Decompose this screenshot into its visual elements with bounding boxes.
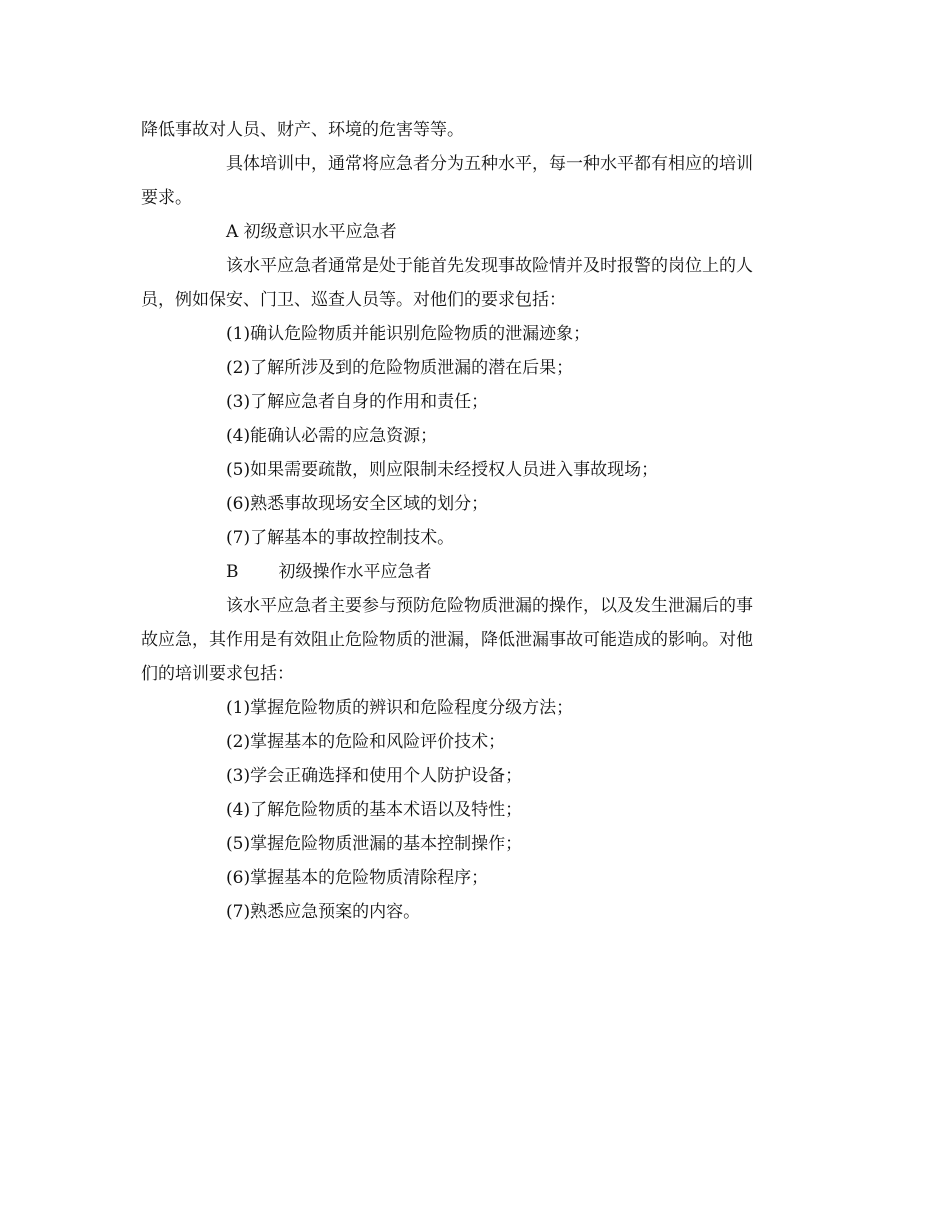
list-item: (5)如果需要疏散，则应限制未经授权人员进入事故现场； xyxy=(226,460,659,480)
paragraph-line: 降低事故对人员、财产、环境的危害等等。 xyxy=(141,120,464,140)
list-item: (3)了解应急者自身的作用和责任； xyxy=(226,392,489,412)
paragraph-line: 具体培训中，通常将应急者分为五种水平，每一种水平都有相应的培训 xyxy=(226,154,753,174)
list-item: (1)掌握危险物质的辨识和危险程度分级方法； xyxy=(226,698,574,718)
section-heading-b xyxy=(226,560,432,584)
list-item: (2)了解所涉及到的危险物质泄漏的潜在后果； xyxy=(226,358,574,378)
list-item: (1)确认危险物质并能识别危险物质的泄漏迹象； xyxy=(226,324,591,344)
list-item: (6)熟悉事故现场安全区域的划分； xyxy=(226,494,489,514)
paragraph-line: 该水平应急者主要参与预防危险物质泄漏的操作，以及发生泄漏后的事 xyxy=(226,596,753,616)
section-letter: B xyxy=(226,562,239,582)
list-item: (5)掌握危险物质泄漏的基本控制操作； xyxy=(226,834,523,854)
list-item: (7)了解基本的事故控制技术。 xyxy=(226,528,455,548)
list-item: (4)了解危险物质的基本术语以及特性； xyxy=(226,800,523,820)
list-item: (6)掌握基本的危险物质清除程序； xyxy=(226,868,489,888)
paragraph-line: 该水平应急者通常是处于能首先发现事故险情并及时报警的岗位上的人 xyxy=(226,256,753,276)
section-title: 初级操作水平应急者 xyxy=(278,562,432,582)
list-item: (4)能确认必需的应急资源； xyxy=(226,426,438,446)
paragraph-line: 们的培训要求包括： xyxy=(141,664,294,684)
paragraph-line: 要求。 xyxy=(141,188,192,208)
list-item: (7)熟悉应急预案的内容。 xyxy=(226,902,421,922)
list-item: (3)学会正确选择和使用个人防护设备； xyxy=(226,766,523,786)
section-heading-a: A 初级意识水平应急者 xyxy=(226,222,397,242)
paragraph-line: 员，例如保安、门卫、巡查人员等。对他们的要求包括： xyxy=(141,290,566,310)
paragraph-line: 故应急，其作用是有效阻止危险物质的泄漏，降低泄漏事故可能造成的影响。对他 xyxy=(141,630,753,650)
list-item: (2)掌握基本的危险和风险评价技术； xyxy=(226,732,506,752)
